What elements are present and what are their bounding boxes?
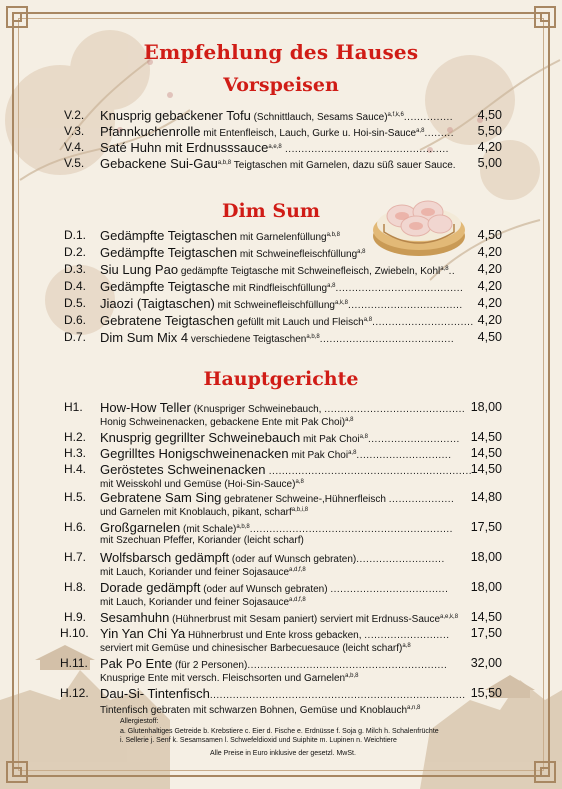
item-desc: (oder auf Wunsch gebraten) [229,554,357,565]
subline-text: mit Lauch, Koriander und feiner Sojasauce [100,597,290,608]
item-desc: gebratener Schweine-,Hühnerfleisch [221,494,389,505]
item-name: Gebratene Teigtaschen [100,313,235,328]
item-code: D.1. [64,228,87,242]
allergen-codes: a,8 [348,450,357,456]
subline-text: Knusprige Ente mit versch. Fleischsorten und Garnelen [100,673,346,684]
dot-leader: .............................................................................. [209,690,466,701]
item-subline [100,564,306,579]
allergen-codes: a,b,8 [345,673,359,679]
dot-leader: .............................................................. [265,466,473,477]
item-price: 15,50 [470,686,502,700]
subline-text: Tintenfisch gebraten mit schwarzen Bohnen, Gemüse und Knoblauch [100,705,408,716]
item-text [100,330,454,347]
item-text [100,279,463,296]
item-name: Geröstetes Schweinenacken [100,462,266,477]
item-subline [100,702,420,717]
item-code: V.5. [64,156,85,170]
item-name: Pak Po Ente [100,656,173,671]
allergen-codes: a,8 [327,283,336,289]
item-name: Knusprig gebackener Tofu [100,108,251,123]
item-code: H.12. [60,686,89,700]
item-price: 17,50 [470,626,502,640]
item-text [100,108,453,125]
item-text [100,245,365,262]
allergen-codes: a,e,k,8 [440,614,459,620]
subline-text: serviert mit Gemüse und chinesischer Barbecuesauce (leicht scharf) [100,643,403,654]
item-price: 4,50 [477,228,502,242]
item-price: 14,50 [470,430,502,444]
dot-leader: ......... [424,128,454,139]
item-price: 4,20 [477,296,502,310]
allergen-codes: a,8 [357,249,366,255]
item-price: 4,50 [477,330,502,344]
item-code: V.2. [64,108,85,122]
item-name: Knusprig gegrillter Schweinebauch [100,430,301,445]
item-name: Großgarnelen [100,520,181,535]
item-desc: (Knuspriger Schweinebauch, [190,404,325,415]
item-text [100,296,463,313]
item-code: H.10. [60,626,89,640]
allergen-codes: a,b,8 [326,232,340,238]
item-price: 5,00 [477,156,502,170]
allergen-codes: a,8 [345,417,354,423]
item-desc: mit Garnelenfüllung [237,232,327,243]
item-text [100,262,455,279]
item-price: 18,00 [470,550,502,564]
item-desc: Teigtaschen mit Garnelen, dazu süß sauer Sauce. [231,160,456,171]
item-price: 4,20 [477,313,502,327]
item-text [100,446,452,463]
item-name: Jiaozi (Taigtaschen) [100,296,215,311]
allergen-codes: a,f,k,6 [387,112,404,118]
item-text [100,430,460,447]
item-text [100,124,454,141]
item-name: Pfannkuchenrolle [100,124,201,139]
dot-leader: ............................. [356,450,452,461]
item-desc: (oder auf Wunsch gebraten) [200,584,331,595]
allergen-codes: a,k,8 [334,300,348,306]
item-name: Gegrilltes Honigschweinenacken [100,446,289,461]
allergen-codes: a,d,f,8 [289,597,306,603]
dot-leader: ........................................... [324,404,466,415]
item-code: H1. [64,400,83,414]
dot-leader: .................... [388,494,455,505]
item-price: 4,20 [477,140,502,154]
item-code: D.7. [64,330,87,344]
allergen-codes: a,e,8 [268,144,282,150]
item-desc: (Schnittlauch, Sesams Sauce) [250,112,388,123]
item-subline [100,414,354,429]
item-subline [100,670,358,685]
item-code: D.6. [64,313,87,327]
item-text [100,228,340,245]
item-code: H.3. [64,446,87,460]
allergen-codes: a,n,8 [407,705,421,711]
item-code: H.7. [64,550,87,564]
item-code: D.3. [64,262,87,276]
item-name: Dim Sum Mix 4 [100,330,189,345]
dot-leader: ............................ [368,434,460,445]
page-title: Empfehlung des Hauses [143,40,419,64]
item-name: Siu Lung Pao [100,262,179,277]
price-note: Alle Preise in Euro inklusive der gesetzl. MwSt. [210,750,356,757]
allergen-codes: a,b,8 [236,524,250,530]
dot-leader: .................................... [330,584,449,595]
item-code: H.8. [64,580,87,594]
dot-leader: ............................................................. [247,660,448,671]
item-text [100,156,456,173]
item-name: Gebratene Sam Sing [100,490,222,505]
item-price: 4,20 [477,245,502,259]
item-name: Sesamhuhn [100,610,170,625]
dot-leader: .......................... [364,630,450,641]
item-code: H.4. [64,462,87,476]
item-name: Wolfsbarsch gedämpft [100,550,230,565]
item-price: 18,00 [470,580,502,594]
dot-leader: ......................................... [319,334,455,345]
dot-leader: ............................... [372,317,474,328]
item-price: 14,50 [470,462,502,476]
section-title-dim-sum: Dim Sum [221,200,321,222]
item-desc: mit Schweinefleischfüllung [214,300,335,311]
item-subline [100,504,308,519]
item-code: V.3. [64,124,85,138]
item-code: D.2. [64,245,87,259]
subline-text: mit Lauch, Koriander und feiner Sojasauce [100,567,290,578]
item-subline [100,640,411,655]
allergen-codes: a,b,8 [306,334,320,340]
dot-leader: ............... [403,112,454,123]
item-name: Yin Yan Chi Ya [100,626,186,641]
item-name: Saté Huhn mit Erdnusssauce [100,140,269,155]
subline-text: mit Szechuan Pfeffer, Koriander (leicht scharf) [100,535,304,546]
item-price: 14,50 [470,446,502,460]
item-desc: gefüllt mit Lauch und Fleisch [234,317,364,328]
section-title-vorspeisen: Vorspeisen [223,74,339,96]
allergen-codes: a,8 [440,266,449,272]
item-price: 4,50 [477,108,502,122]
item-price: 4,20 [477,279,502,293]
subline-text: mit Weisskohl und Gemüse (Hoi-Sin-Sauce) [100,479,296,490]
allergen-legend-line-2: i. Sellerie j. Senf k. Sesamsamen l. Schwefeldioxid und Suiphite m. Lupinen n. Weichtiere [120,737,397,744]
item-subline [100,476,304,491]
allergen-codes: a,8 [363,317,373,323]
item-name: Dorade gedämpft [100,580,201,595]
item-code: D.5. [64,296,87,310]
item-price: 18,00 [470,400,502,414]
item-subline [100,534,304,547]
dot-leader: .............................................................. [249,524,453,535]
item-price: 14,80 [470,490,502,504]
dot-leader: ................................... [347,300,463,311]
allergen-codes: a,8 [359,434,368,440]
item-desc: mit Entenfleisch, Lauch, Gurke u. Hoi-sin-Sauce [200,128,417,139]
subline-text: Honig Schweinenacken, gebackene Ente mit Pak Choi) [100,417,346,428]
dot-leader: .. [448,266,456,277]
section-title-hauptgerichte: Hauptgerichte [203,368,359,390]
allergen-codes: a,b,i,8 [291,507,309,513]
item-name: Gedämpfte Teigtasche [100,279,230,294]
item-desc: gedämpfte Teigtasche mit Schweinefleisch, Zwiebeln, Kohl [178,266,441,277]
item-price: 4,20 [477,262,502,276]
item-desc: (für 2 Personen) [172,660,248,671]
allergen-heading: Allergiestoff: [120,718,159,725]
item-text [100,313,474,330]
item-name: How-How Teller [100,400,191,415]
item-code: H.11. [60,656,88,670]
item-desc: Hühnerbrust und Ente kross gebacken, [185,630,365,641]
dot-leader: ....................................... [335,283,464,294]
allergen-codes: a,d,f,8 [289,567,306,573]
item-price: 14,50 [470,610,502,624]
item-price: 5,50 [477,124,502,138]
item-text [100,140,449,157]
item-text [100,610,458,627]
item-subline [100,594,306,609]
allergen-codes: a,8 [295,479,304,485]
subline-text: und Garnelen mit Knoblauch, pikant, scharf [100,507,292,518]
item-code: H.6. [64,520,87,534]
item-desc: mit Pak Choi [300,434,360,445]
dot-leader: .................................................. [281,144,449,155]
item-desc: (mit Schale) [180,524,237,535]
item-desc: verschiedene Teigtaschen [188,334,307,345]
item-desc: (Hühnerbrust mit Sesam paniert) serviert mit Erdnuss-Sauce [169,614,441,625]
allergen-codes: a,8 [416,128,425,134]
item-price: 17,50 [470,520,502,534]
item-code: V.4. [64,140,85,154]
allergen-codes: a,b,8 [217,160,232,166]
item-name: Dau-Si- Tintenfisch [100,686,210,701]
item-code: H.5. [64,490,87,504]
item-desc: mit Rindfleischfüllung [229,283,328,294]
item-code: D.4. [64,279,87,293]
item-text [100,686,466,703]
allergen-legend-line-1: a. Glutenhaltiges Getreide b. Krebstiere c. Eier d. Fische e. Erdnüsse f. Soja g. Milch h. Schalenfrüchte [120,728,439,735]
dot-leader: ........................... [356,554,445,565]
item-name: Gebackene Sui-Gau [100,156,218,171]
allergen-codes: a,8 [402,643,411,649]
item-code: H.2. [64,430,87,444]
item-code: H.9. [64,610,87,624]
item-price: 32,00 [470,656,502,670]
item-name: Gedämpfte Teigtaschen [100,245,238,260]
item-desc: mit Schweinefleischfüllung [237,249,358,260]
item-name: Gedämpfte Teigtaschen [100,228,238,243]
item-desc: mit Pak Choi [288,450,349,461]
